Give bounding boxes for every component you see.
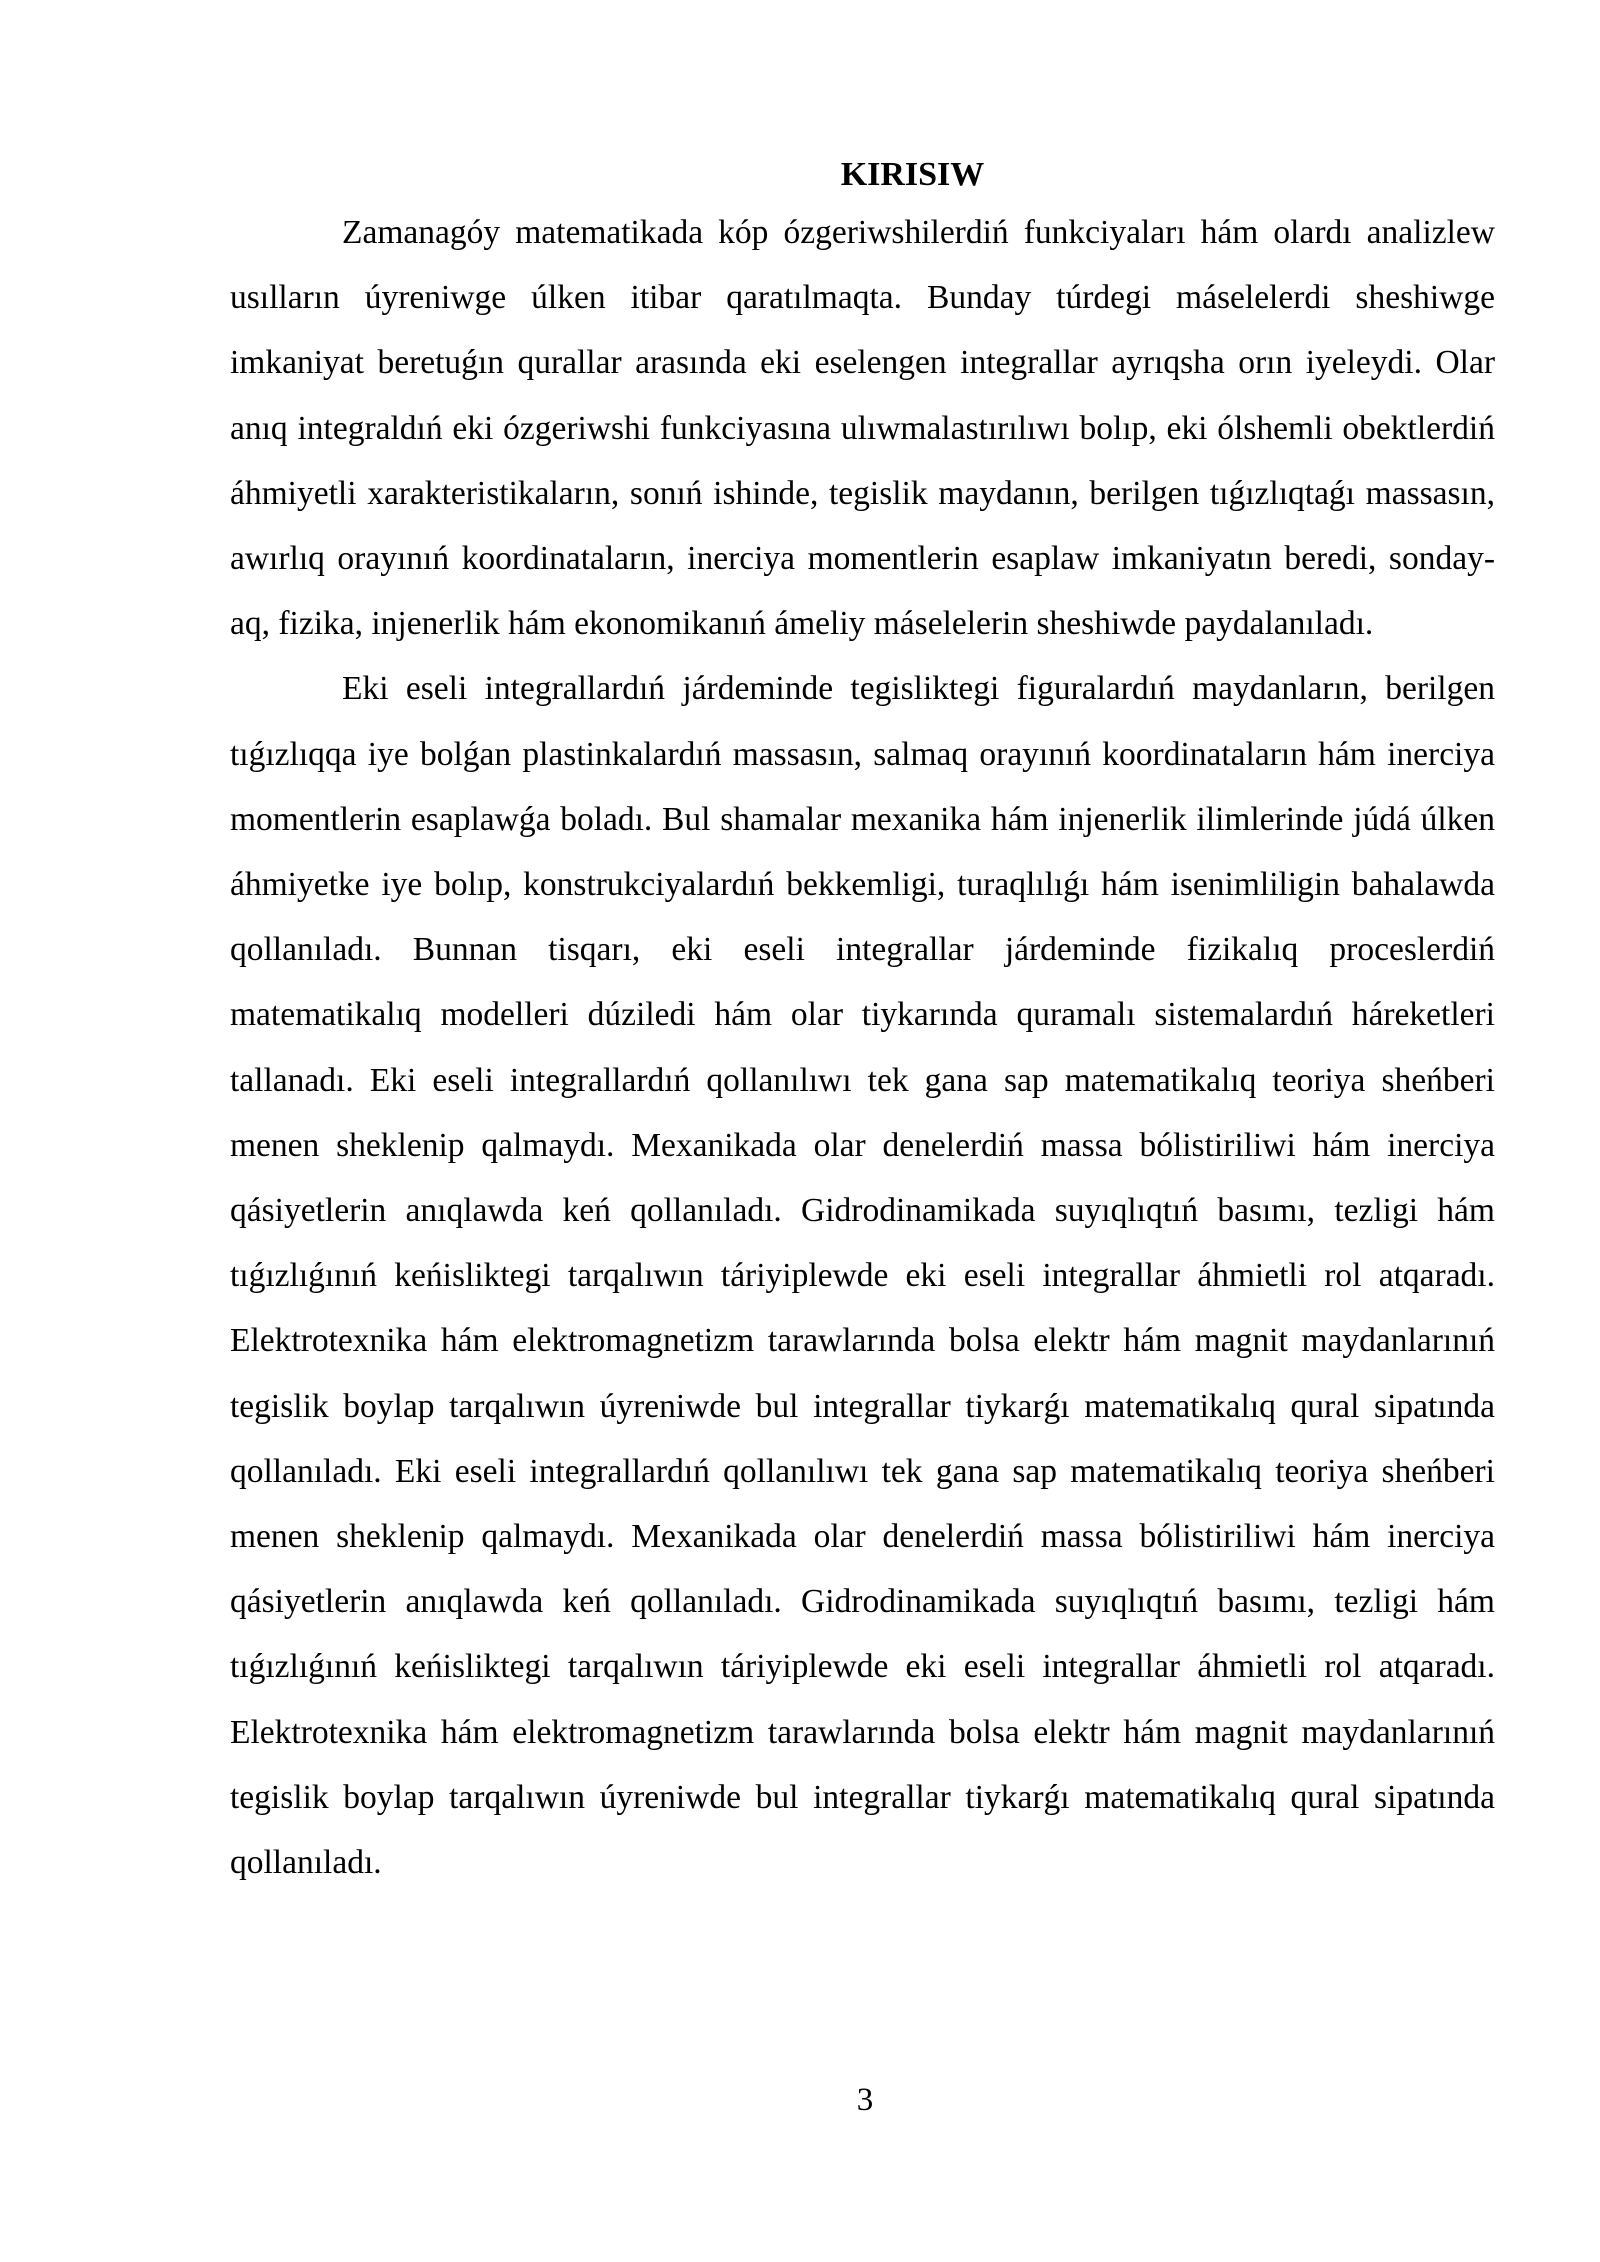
paragraph-applications: Eki eseli integrallardıń járdeminde tegisliktegi figuralardıń maydanların, berilgen tıǵızlıqqa iye bolǵan plastinkalardıń massasın, salmaq orayınıń koordinataların hám inerciya momentlerin esaplawǵa boladı. Bul shamalar mexanika hám injenerlik ilimlerinde júdá úlken áhmiyetke iye bolıp, konstrukciyalardıń bekkemligi, turaqlılıǵı hám isenimliligin bahalawda qollanıladı. Bunnan tisqarı, eki eseli integrallar járdeminde fizikalıq proceslerdiń matematikalıq modelleri dúziledi hám olar tiykarında quramalı sistemalardıń háreketleri tallanadı. Eki eseli integrallardıń qollanılıwı tek gana sap matematikalıq teoriya sheńberi menen sheklenip qalmaydı. Mexanikada olar denelerdiń massa bólistiriliwi hám inerciya qásiyetlerin anıqlawda keń qollanıladı. Gidrodinamikada suyıqlıqtıń basımı, tezligi hám tıǵızlıǵınıń keńisliktegi tarqalıwın táriyiplewde eki eseli integrallar áhmietli rol atqaradı. Elektrotexnika hám elektromagnetizm tarawlarında bolsa elektr hám magnit maydanlarınıń tegislik boylap tarqalıwın úyreniwde bul integrallar tiykarǵı matematikalıq qural sipatında qollanıladı. Eki eseli integrallardıń qollanılıwı tek gana sap matematikalıq teoriya sheńberi menen sheklenip qalmaydı. Mexanikada olar denelerdiń massa bólistiriliwi hám inerciya qásiyetlerin anıqlawda keń qollanıladı. Gidrodinamikada suyıqlıqtıń basımı, tezligi hám tıǵızlıǵınıń keńisliktegi tarqalıwın táriyiplewde eki eseli integrallar áhmietli rol atqaradı. Elektrotexnika hám elektromagnetizm tarawlarında bolsa elektr hám magnit maydanlarınıń tegislik boylap tarqalıwın úyreniwde bul integrallar tiykarǵı matematikalıq qural sipatında qollanıladı. [230,670,1495,1882]
page-number: 3 [856,2082,874,2118]
document-page [230,150,1495,1895]
paragraph-intro: Zamanagóy matematikada kóp ózgeriwshilerdiń funkciyaları hám olardı analizlew usılların úyreniwge úlken itibar qaratılmaqta. Bunday túrdegi máselelerdi sheshiwge imkaniyat beretuǵın qurallar arasında eki eselengen integrallar ayrıqsha orın iyeleydi. Olar anıq integraldıń eki ózgeriwshi funkciyasına ulıwmalastırılıwı bolıp, eki ólshemli obektlerdiń áhmiyetli xarakteristikaların, sonıń ishinde, tegislik maydanın, berilgen tıǵızlıqtaǵı massasın, awırlıq orayınıń koordinataların, inerciya momentlerin esaplaw imkaniyatın beredi, sonday-aq, fizika, injenerlik hám ekonomikanıń ámeliy máselelerin sheshiwde paydalanıladı. [230,214,1495,643]
page-title: KIRISIW [840,156,985,193]
